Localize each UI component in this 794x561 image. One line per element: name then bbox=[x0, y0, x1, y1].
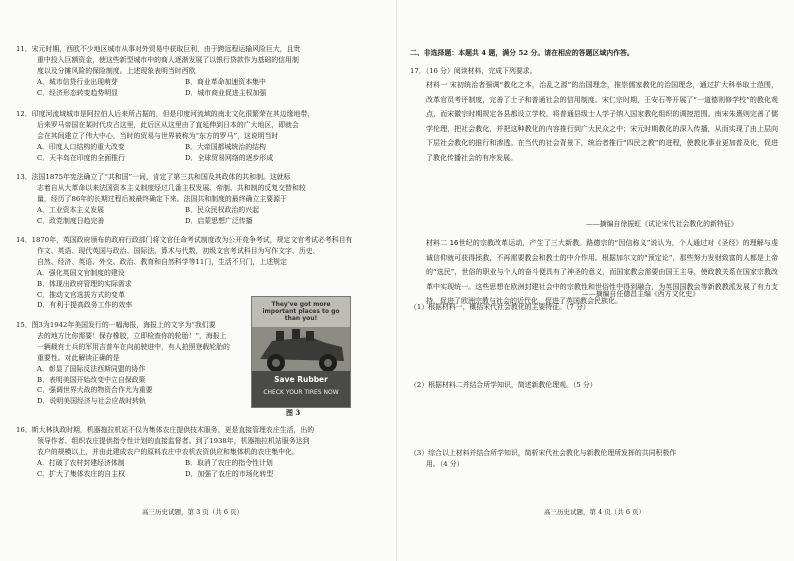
section-title: 二、非选择题：本题共 4 题，满分 52 分。请在相应的答题区域内作答。 bbox=[410, 49, 634, 57]
question-17-part-2: （2）根据材料二并结合所学知识，简述新教伦理观。（5 分） bbox=[410, 381, 597, 389]
question-15 bbox=[16, 320, 230, 407]
option-d: D．说明美国经济与社会应战时转轨 bbox=[37, 397, 146, 406]
option-b: B．民众民权政治的兴起 bbox=[185, 205, 259, 214]
option-a: A．城市信贷行业出现萌芽 bbox=[37, 77, 118, 86]
question-17-part-3: （3）综合以上材料并结合所学知识，简析宋代社会教化与新教伦理所发挥的共同积极作 bbox=[410, 449, 677, 457]
material-2: 材料二 16世纪的宗教改革运动，产生了三大新教。路德宗的“因信称义”说认为，个人通过对《圣经》的理解与虔诚信仰就可获得拯救，不再需要教会和教士的中介作用。根据加尔文的“预定论”，那些努力发财致富的人都是上帝的“选民”，世俗的职业与个人的奋斗便具有了神圣的意义，而国家教会需要由国王主导，使政教关系在国家宗教改革中实现统一。这些思想在欧洲封建社会中的宗教性和世俗性中得到融合，为英国国教会等新教教派发展了有力支持，促进了欧洲宗教与社会的近代化，促进了英国教会民族化。 bbox=[426, 239, 778, 306]
option-d: D．全球贸易网络的逐步形成 bbox=[185, 153, 274, 162]
option-b: B．表明美国开始改变中立自保政策 bbox=[37, 375, 146, 384]
q14-line: 自然、经济、英语、外交、政治、教育和自然科学等11门，生活不只门，上述规定 bbox=[37, 257, 287, 266]
q16-line: 16．斯大林执政时期，机器拖拉机站不仅为集体农庄提供技术服务，更是直接管理农庄生活，出的 bbox=[16, 426, 315, 434]
q12-options bbox=[16, 142, 365, 164]
q16-line: 农户的规模以上，并由此建成农户的原料农庄中农机农资供应和集体机的农庄集中化。 bbox=[37, 447, 299, 456]
q12-line: 12．印度河流域城市是阿拉伯人后来所占据的，但是印度河流域的南北文化很繁荣在其边缘地带， bbox=[16, 110, 315, 118]
q11-line: 11．宋元时期，西欧不少地区城市从事对外贸易中获取巨利，由于跨远程运输风险巨大，且贵 bbox=[16, 45, 301, 53]
option-d: D．有利于提高政务工作的效率 bbox=[37, 301, 133, 310]
option-d: D．加强了农庄的市场化转型 bbox=[185, 469, 274, 478]
option-a: A．强化英国文官制度的建设 bbox=[37, 268, 125, 277]
option-c: C．扩大了集体农庄的自主权 bbox=[37, 469, 125, 478]
option-d: D．城市商业促进主权加强 bbox=[185, 88, 267, 97]
option-b: B．体现出政府管理的实际需求 bbox=[37, 279, 132, 288]
poster-image bbox=[251, 296, 351, 408]
option-a: A．工业资本主义发展 bbox=[37, 205, 104, 214]
option-c: C．强调世界大战的物资合作尤为重要 bbox=[37, 386, 153, 395]
option-b: B．大帝国都城统治的结构 bbox=[185, 142, 266, 151]
poster-headline: Save Rubber bbox=[274, 375, 328, 384]
option-b: B．取消了农庄的指令性计划 bbox=[185, 458, 273, 467]
q14-line: 作文、英语、现代英国与政治、国际法、算术与代数，初级文官考试科目为写作文字、历史、 bbox=[37, 246, 320, 255]
option-d: D．启蒙思想广泛传播 bbox=[185, 216, 253, 225]
q16-options bbox=[16, 458, 365, 480]
question-16 bbox=[16, 425, 365, 480]
q12-line: 会在其间建立了伟大中心，当时的贸易与世界被称为“东方的罗马”，这说明当时 bbox=[37, 131, 279, 140]
page-footer: 高三历史试题，第 4 页（共 6 页） bbox=[544, 508, 646, 516]
option-b: B．商业革命加速资本集中 bbox=[185, 77, 266, 86]
material-1-source: ——摘编自徐振虹《试论宋代社会教化的新特征》 bbox=[586, 220, 738, 228]
poster-subline: CHECK YOUR TIRES NOW bbox=[263, 389, 339, 396]
material-1: 材料一 宋初统治者强调“教化之本，治乱之源”的治国理念，推崇儒家教化的治国理念，通过扩大科举取士范围，改革官员考评制度，完善了士子和普通社会的信用制度。宋仁宗时期，王安石等开展了“一道德则修学校”的教化观点，而宋徽宗时期规定各县都设立学校，将普通县级士人学子纳入国家教化组织的调控范围。南宋朱熹则完善了儒学伦理，把社会教化，并把这种教化的内容推行到广大民众之中；宋元时期教化的深入传播，从而实现了由上层向下层社会教化的推行和渗透。在当代的社会背景下，统治者推行“四民之教”的进程，使教化事业更加普及化，促进了教化传播社会的有序发展。 bbox=[426, 81, 778, 162]
page-footer: 高三历史试题，第 3 页（共 6 页） bbox=[142, 508, 244, 516]
q12-line: 后来罗马帝国在某时代攻占这里，此后区从这里由了直延伸到日本的广大地区，即就会 bbox=[37, 120, 299, 129]
option-c: C．天丰岛在印度的全面推行 bbox=[37, 153, 125, 162]
q13-line: 量，经历了86年的长期过程后被最终确定下来。法国共和制度的最终确立主要源于 bbox=[37, 194, 287, 203]
option-c: C．政党制度日趋完善 bbox=[37, 216, 105, 225]
q16-line: 领导作者、组织农庄提供指令性计划的直接监督者。到了1938年，机器拖拉机站服务达到 bbox=[37, 436, 310, 445]
question-13 bbox=[16, 172, 365, 227]
question-17-part-3-cont: 用。（4 分） bbox=[426, 460, 464, 468]
q11-options bbox=[16, 77, 365, 99]
q13-options bbox=[16, 205, 365, 227]
option-a: A．印度人口结构的重大改变 bbox=[37, 142, 125, 151]
q13-line: 13．法国1875年宪法确立了“共和国”一词，肯定了第三共和国及其政体的共和制。这就标 bbox=[16, 173, 291, 181]
option-a: A．彰显了国际反法西斯同盟的协作 bbox=[37, 364, 146, 373]
poster-top-text: They've got more important places to go than you! bbox=[262, 301, 340, 322]
q15-line: 15．图3为1942年美国发行的一幅海报，海报上的文字为“我们要 bbox=[16, 321, 216, 329]
q13-line: 志着自从大革命以来法国资本主义制度经过几番主权发展、帝制、共和制的反复交替和较 bbox=[37, 183, 306, 192]
q15-line: 去的地方比你需要！保存橡胶，立即检查你的轮胎！”，海报上 bbox=[37, 331, 227, 340]
question-17-part-1: （1）根据材料一，概括宋代社会教化的主要特征。（7 分） bbox=[410, 303, 590, 311]
q14-line: 14．1870年，英国政府颁布的政府行政部门将文官任命考试制度改为公开竞争考试，规定文官考试必考科目有 bbox=[16, 236, 353, 244]
q11-line: 重中投入巨额资金，使这些新型城市中的商人逐渐发展了以银行贷款作为基础的信用制 bbox=[37, 55, 299, 64]
material-2-source: ——摘编自任德昌主编《西方文化史》 bbox=[582, 290, 700, 298]
question-11 bbox=[16, 44, 365, 99]
option-a: A．打破了农村封建经济体制 bbox=[37, 458, 125, 467]
q11-line: 度以及分摊风险的保险制度。上述现象表明当时西欧 bbox=[37, 66, 196, 75]
q15-line: 重要性。对此解读正确的是 bbox=[37, 353, 120, 362]
question-17-heading: 17．（16 分）阅读材料，完成下列要求。 bbox=[410, 67, 537, 75]
q15-line: 一辆载有士兵的军用吉普车在向前驶进中，有人拍照登载轮胎的 bbox=[37, 342, 230, 351]
option-c: C．经济形态转变趋势明显 bbox=[37, 88, 119, 97]
question-12 bbox=[16, 109, 365, 164]
figure-label: 图 3 bbox=[286, 408, 301, 417]
option-c: C．推动文官选拔方式的变革 bbox=[37, 290, 125, 299]
